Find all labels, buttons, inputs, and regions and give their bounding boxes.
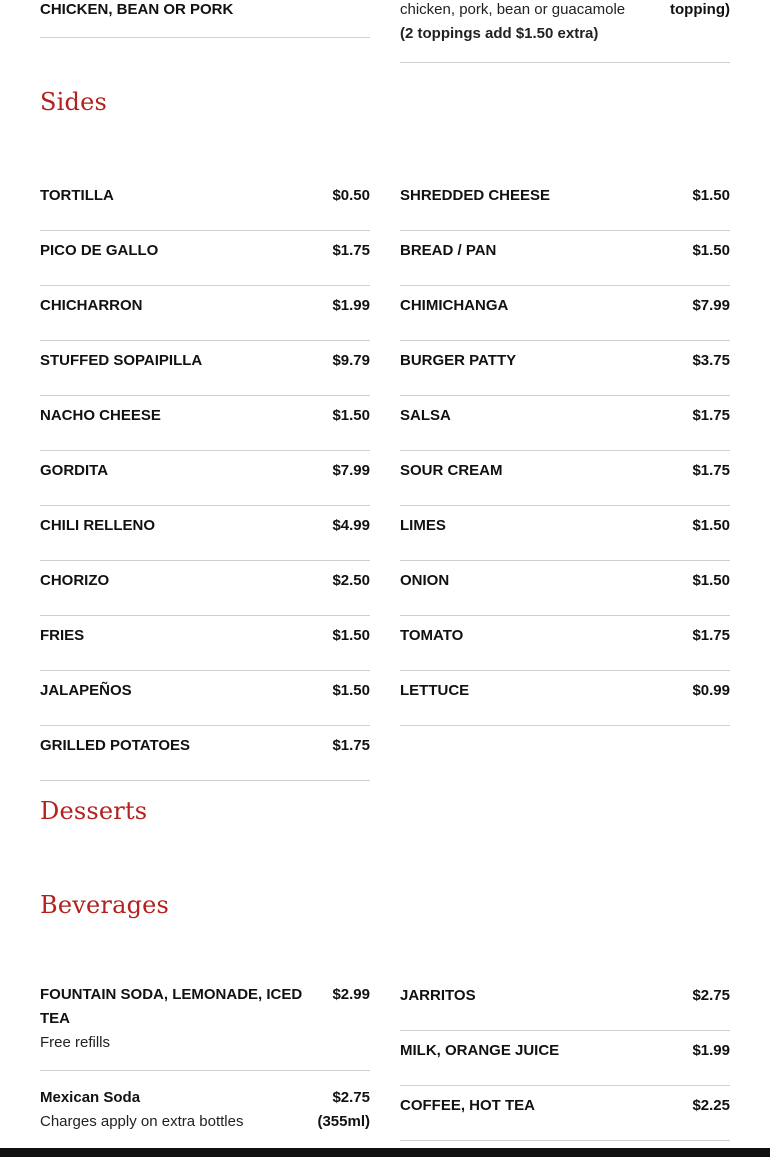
item-name: SHREDDED CHEESE	[400, 187, 551, 204]
item-price: $0.99	[692, 682, 730, 699]
item-price: $1.50	[692, 242, 730, 259]
divider	[40, 780, 370, 781]
item-name: ONION	[400, 572, 450, 589]
menu-item	[40, 561, 370, 616]
menu-item	[40, 341, 370, 396]
menu-item	[400, 1031, 730, 1086]
item-name: CHICHARRON	[40, 297, 143, 314]
menu-item	[40, 286, 370, 341]
item-price: $2.25	[692, 1097, 730, 1114]
item-name: Mexican Soda	[40, 1089, 141, 1106]
menu-item	[400, 451, 730, 506]
menu-item	[400, 341, 730, 396]
item-name: TORTILLA	[40, 187, 114, 204]
item-name: JARRITOS	[400, 987, 476, 1004]
item-price: topping)	[670, 1, 730, 18]
menu-item	[400, 176, 730, 231]
divider	[400, 1140, 730, 1141]
menu-item-fountain-soda	[40, 983, 370, 1071]
menu-item	[40, 231, 370, 286]
menu-item	[40, 671, 370, 726]
item-description: chicken, pork, bean or guacamole	[400, 1, 626, 18]
item-name: TOMATO	[400, 627, 464, 644]
item-name: FOUNTAIN SODA, LEMONADE, ICED TEA	[40, 986, 303, 1027]
footer-bar	[0, 1148, 770, 1157]
item-description: Charges apply on extra bottles	[40, 1113, 244, 1130]
sides-left-column	[40, 176, 370, 781]
item-name: FRIES	[40, 627, 85, 644]
menu-item-mexican-soda	[40, 1086, 370, 1134]
item-name: LIMES	[400, 517, 446, 534]
item-name: PICO DE GALLO	[40, 242, 159, 259]
item-price: $1.50	[332, 407, 370, 424]
menu-item	[40, 176, 370, 231]
menu-item	[400, 976, 730, 1031]
item-name: CHORIZO	[40, 572, 110, 589]
menu-item	[40, 726, 370, 781]
divider	[400, 725, 730, 726]
item-name: SALSA	[400, 407, 451, 424]
item-price: $1.75	[692, 627, 730, 644]
item-description: Free refills	[40, 1034, 111, 1051]
section-heading-desserts: Desserts	[40, 797, 148, 825]
menu-item	[400, 396, 730, 451]
item-price: $1.75	[692, 407, 730, 424]
item-name: LETTUCE	[400, 682, 470, 699]
item-name: JALAPEÑOS	[40, 682, 132, 699]
item-price: $9.79	[332, 352, 370, 369]
divider	[40, 37, 370, 38]
item-price: $1.50	[692, 572, 730, 589]
item-price: $2.99	[332, 986, 370, 1003]
item-name: GORDITA	[40, 462, 109, 479]
menu-item	[400, 616, 730, 671]
menu-item	[400, 671, 730, 726]
item-price: $1.50	[332, 682, 370, 699]
item-price: $1.75	[332, 737, 370, 754]
item-name: CHILI RELLENO	[40, 517, 155, 534]
item-price: $2.75	[692, 987, 730, 1004]
item-price: $0.50	[332, 187, 370, 204]
item-name: SOUR CREAM	[400, 462, 503, 479]
section-heading-sides: Sides	[40, 88, 107, 116]
item-price: $1.75	[692, 462, 730, 479]
item-price: $1.99	[332, 297, 370, 314]
menu-item	[400, 506, 730, 561]
menu-item	[40, 506, 370, 561]
item-price-note: (355ml)	[317, 1113, 370, 1130]
item-price: $1.75	[332, 242, 370, 259]
item-price: $2.50	[332, 572, 370, 589]
item-name: BREAD / PAN	[400, 242, 497, 259]
menu-item	[400, 286, 730, 341]
item-price: $1.50	[692, 517, 730, 534]
item-description-extra: (2 toppings add $1.50 extra)	[400, 25, 599, 42]
item-name: CHIMICHANGA	[400, 297, 509, 314]
item-name: STUFFED SOPAIPILLA	[40, 352, 203, 369]
divider	[40, 1070, 370, 1071]
menu-item	[400, 1086, 730, 1141]
menu-item-chicken-bean-pork	[40, 0, 370, 38]
item-name: COFFEE, HOT TEA	[400, 1097, 535, 1114]
item-name: CHICKEN, BEAN OR PORK	[40, 1, 234, 18]
beverages-right-column	[400, 976, 730, 1141]
menu-item	[400, 231, 730, 286]
item-price: $7.99	[692, 297, 730, 314]
sides-right-column	[400, 176, 730, 726]
item-price: $4.99	[332, 517, 370, 534]
item-price: $1.99	[692, 1042, 730, 1059]
item-price: $3.75	[692, 352, 730, 369]
item-price: $2.75	[332, 1089, 370, 1106]
item-name: GRILLED POTATOES	[40, 737, 191, 754]
item-price: $7.99	[332, 462, 370, 479]
item-price: $1.50	[332, 627, 370, 644]
divider	[400, 62, 730, 63]
item-name: NACHO CHEESE	[40, 407, 161, 424]
menu-item	[40, 616, 370, 671]
item-name: MILK, ORANGE JUICE	[400, 1042, 560, 1059]
item-price: $1.50	[692, 187, 730, 204]
menu-item-topping	[400, 0, 730, 63]
menu-item	[40, 396, 370, 451]
item-name: BURGER PATTY	[400, 352, 517, 369]
menu-item	[40, 451, 370, 506]
beverages-left-column	[40, 983, 370, 1134]
section-heading-beverages: Beverages	[40, 891, 170, 919]
menu-item	[400, 561, 730, 616]
